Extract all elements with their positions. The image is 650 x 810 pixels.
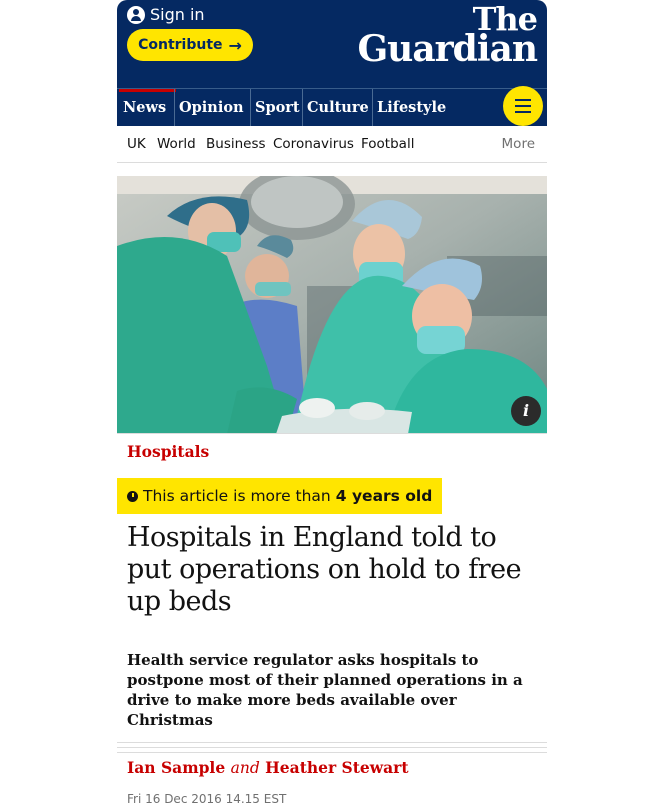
age-warning-value: 4 years old [335, 487, 433, 505]
divider [117, 742, 547, 743]
guardian-logo[interactable] [357, 0, 537, 70]
contribute-label: Contribute [138, 37, 223, 53]
subnav-item-business[interactable]: Business [206, 136, 266, 152]
subnav-item-world[interactable]: World [157, 136, 196, 152]
pillar-culture[interactable] [302, 89, 375, 127]
article-date: Fri 16 Dec 2016 14.15 EST [127, 792, 287, 806]
divider [117, 752, 547, 753]
arrow-right-icon: → [228, 35, 242, 55]
article-headline [127, 522, 542, 618]
subnav-item-uk[interactable]: UK [127, 136, 146, 152]
subnav-item-football[interactable]: Football [361, 136, 415, 152]
pillar-sport[interactable] [250, 89, 305, 127]
masthead [117, 0, 547, 88]
headline-line: put operations on hold to free [127, 554, 522, 585]
subnav-item-coronavirus[interactable]: Coronavirus [273, 136, 354, 152]
image-info-button[interactable]: i [511, 396, 541, 426]
pillar-news-label: News [123, 99, 167, 116]
sub-nav [117, 126, 547, 163]
pillar-opinion[interactable] [174, 89, 253, 127]
surgery-photo-illustration [117, 176, 547, 434]
pillar-news-indicator [119, 89, 176, 92]
pillar-lifestyle-label: Lifestyle [377, 99, 447, 116]
pillar-lifestyle[interactable] [372, 89, 457, 127]
age-warning-prefix: This article is more than [143, 487, 331, 505]
sign-in-link[interactable] [127, 5, 205, 24]
hamburger-icon [515, 99, 531, 101]
pillar-news[interactable] [119, 89, 176, 127]
user-icon [127, 6, 145, 24]
standfirst-line: drive to make more beds available over [127, 691, 457, 709]
sign-in-label: Sign in [150, 5, 205, 24]
article-standfirst [127, 650, 539, 730]
author-link[interactable]: Heather Stewart [265, 758, 409, 777]
logo-line-2: Guardian [357, 28, 537, 70]
pillar-opinion-label: Opinion [179, 99, 244, 116]
phone-screen [117, 0, 547, 810]
standfirst-line: Health service regulator asks hospitals to [127, 651, 479, 669]
menu-button[interactable] [503, 86, 543, 126]
author-link[interactable]: Ian Sample [127, 758, 226, 777]
byline-conjunction: and [230, 759, 260, 777]
subnav-more[interactable]: More [501, 136, 535, 152]
divider [117, 747, 547, 748]
headline-line: Hospitals in England told to [127, 522, 497, 553]
pillar-culture-label: Culture [307, 99, 369, 116]
divider [117, 433, 547, 434]
article-age-warning [117, 478, 442, 514]
logo-line-1: The [472, 0, 537, 38]
article-main-image [117, 176, 547, 434]
contribute-button[interactable] [127, 29, 253, 61]
section-kicker[interactable]: Hospitals [127, 442, 210, 461]
article-byline [127, 758, 409, 777]
clock-icon [127, 491, 138, 502]
pillar-nav [117, 88, 547, 127]
standfirst-line: postpone most of their planned operations in a [127, 671, 523, 689]
pillar-sport-label: Sport [255, 99, 300, 116]
headline-line: up beds [127, 586, 232, 617]
standfirst-line: Christmas [127, 711, 213, 729]
